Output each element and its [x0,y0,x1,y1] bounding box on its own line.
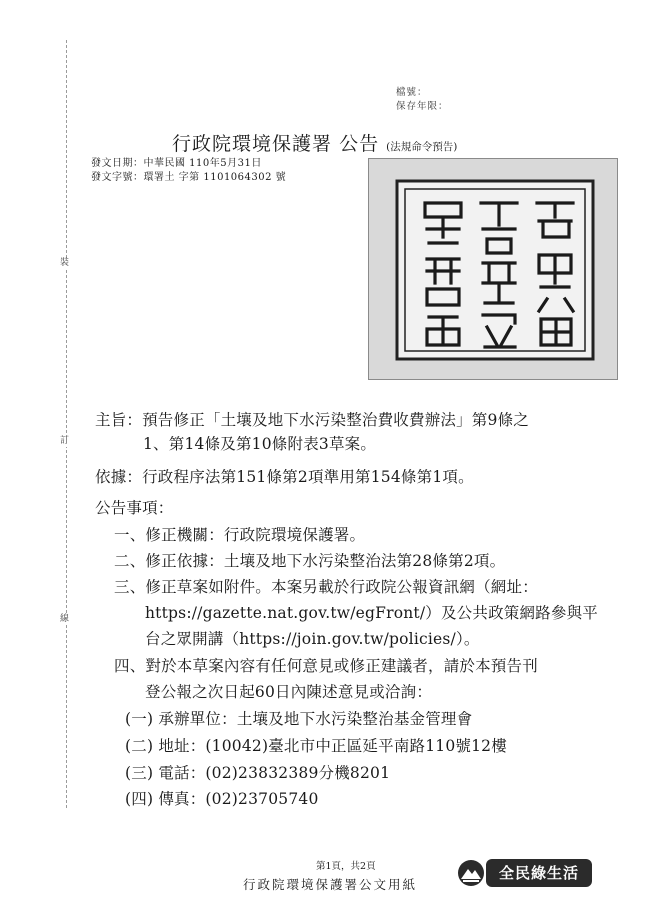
subject-line-2: 1、第14條及第10條附表3草案。 [143,435,377,453]
item-2: 二、修正依據：土壤及地下水污染整治法第28條第2項。 [114,552,506,570]
file-number-label: 檔號： [396,87,428,98]
notice-title [172,129,457,156]
notice-subtitle: (法規命令預告) [386,141,458,153]
contact-unit: (一) 承辦單位：土壤及地下水污染整治基金管理會 [125,710,473,728]
basis-line: 依據：行政程序法第151條第2項準用第154條第1項。 [95,468,474,486]
items-header: 公告事項： [95,499,174,517]
contact-phone: (三) 電話：(02)23832389分機8201 [125,764,391,782]
issue-number: 發文字號：環署土 字第 1101064302 號 [91,172,287,183]
official-seal [368,158,618,380]
doc-type: 公告 [339,133,380,155]
green-life-logo [456,858,594,888]
binding-mark-zhuang: 裝 [60,258,70,268]
item-4-line-1: 四、對於本草案內容有任何意見或修正建議者，請於本預告刊 [114,657,538,675]
item-3-line-3: 台之眾開講（https://join.gov.tw/policies/）。 [145,630,480,648]
binding-line [66,40,67,808]
seal-stamp-icon [369,159,619,381]
item-3-line-2: https://gazette.nat.gov.tw/egFront/）及公共政策網路參與平 [145,604,598,622]
item-1: 一、修正機關：行政院環境保護署。 [114,526,366,544]
item-3-line-1: 三、修正草案如附件。本案另載於行政院公報資訊網（網址： [114,578,538,596]
item-4-line-2: 登公報之次日起60日內陳述意見或洽詢： [145,683,433,701]
retention-label: 保存年限： [396,101,449,112]
issue-date: 發文日期：中華民國 110年5月31日 [91,158,262,169]
mountain-leaf-icon [456,858,486,888]
binding-mark-xian: 線 [60,614,70,624]
logo-text: 全民綠生活 [486,859,592,887]
agency-name: 行政院環境保護署 [172,133,333,155]
contact-address: (二) 地址：(10042)臺北市中正區延平南路110號12樓 [125,737,507,755]
page-number: 第1頁，共2頁 [316,861,376,872]
subject-line-1: 主旨：預告修正「土壤及地下水污染整治費收費辦法」第9條之 [95,411,529,429]
binding-mark-ding: 訂 [60,436,70,446]
paper-name: 行政院環境保護署公文用紙 [243,877,418,892]
contact-fax: (四) 傳真：(02)23705740 [125,790,319,808]
